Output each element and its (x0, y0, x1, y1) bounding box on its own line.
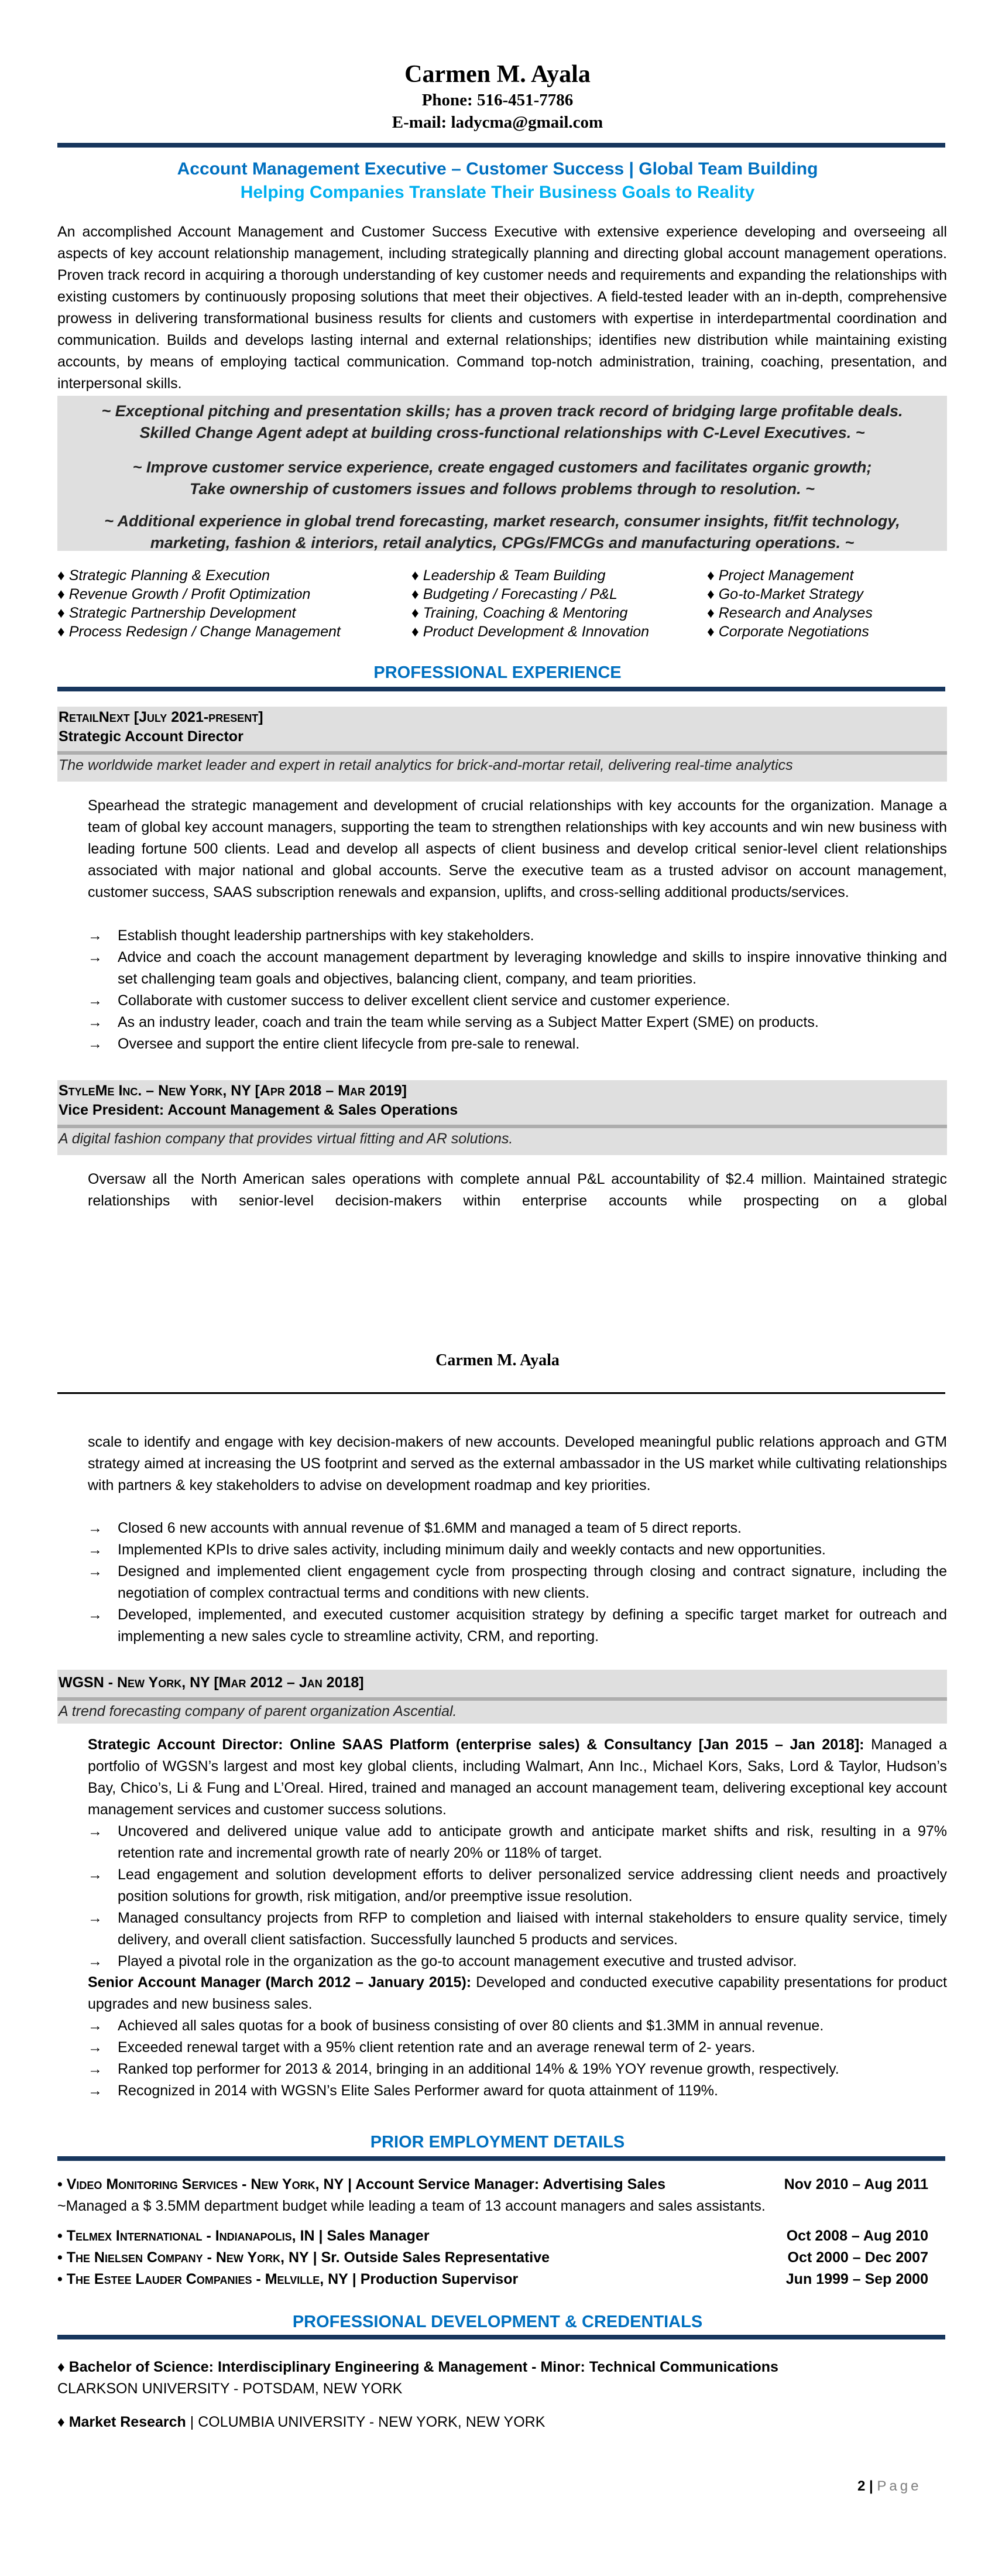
credentials-list (57, 2356, 947, 2433)
page-footer: 2 | Page (857, 2478, 922, 2494)
section-heading-prior: PRIOR EMPLOYMENT DETAILS (370, 2133, 625, 2152)
job-title: Vice President: Account Management & Sales Operations (59, 1102, 458, 1118)
credential-item: ♦ Bachelor of Science: Interdisciplinary Engineering & Management - Minor: Technical Communications (57, 2359, 778, 2375)
skill-item: ♦ Research and Analyses (707, 605, 873, 621)
skill-item: ♦ Leadership & Team Building (411, 567, 606, 584)
prior-dates: Oct 2008 – Aug 2010 (786, 2228, 928, 2244)
list-item: → Played a pivotal role in the organization as the go-to account management executive and trusted advisor. (88, 1951, 947, 1972)
diamond-bullet-icon: ♦ (57, 567, 65, 584)
list-item: → Advice and coach the account management department by leveraging knowledge and skills to inspire innovative thinking and set challenging team goals and objectives, balancing client, company, and team priorities. (88, 947, 947, 990)
diamond-bullet-icon: ♦ (57, 624, 65, 640)
list-item: → As an industry leader, coach and train the team while serving as a Subject Matter Expert (SME) on products. (88, 1012, 947, 1033)
headline-title: Account Management Executive – Customer Success | Global Team Building (177, 159, 818, 179)
prior-item: • Telmex International - Indianapolis, IN | Sales Manager Oct 2008 – Aug 2010 (57, 2225, 947, 2247)
list-item: → Implemented KPIs to drive sales activity, including minimum daily and weekly contacts and new opportunities. (88, 1539, 947, 1561)
prior-dates: Oct 2000 – Dec 2007 (787, 2249, 928, 2266)
arrow-icon: → (88, 1036, 102, 1052)
diamond-bullet-icon: ♦ (57, 586, 65, 602)
list-item: → Designed and implemented client engagement cycle from prospecting through closing and contract signature, including the negotiation of complex contractual terms and conditions with new clients. (88, 1561, 947, 1604)
candidate-name: Carmen M. Ayala (404, 61, 591, 88)
credential-institution: CLARKSON UNIVERSITY - POTSDAM, NEW YORK (57, 2380, 403, 2397)
section-heading-credentials: PROFESSIONAL DEVELOPMENT & CREDENTIALS (292, 2313, 703, 2331)
list-item: → Developed, implemented, and executed customer acquisition strategy by defining a specific target market for outreach and implementing a new sales cycle to streamline activity, CRM, and reporting. (88, 1604, 947, 1647)
prior-dates: Nov 2010 – Aug 2011 (784, 2176, 928, 2193)
arrow-icon: → (88, 2061, 102, 2077)
highlight-line: ~ Additional experience in global trend forecasting, market research, consumer insights, fit/fit technology, (104, 512, 900, 530)
arrow-icon: → (88, 1910, 102, 1926)
section-heading-experience: PROFESSIONAL EXPERIENCE (373, 663, 622, 682)
highlight-line: marketing, fashion & interiors, retail analytics, CPGs/FMCGs and manufacturing operations. ~ (150, 534, 855, 551)
list-item: → Recognized in 2014 with WGSN’s Elite Sales Performer award for quota attainment of 119%. (88, 2080, 947, 2102)
list-item: → Uncovered and delivered unique value add to anticipate growth and anticipate market shifts and risk, resulting in a 97% retention rate and incremental growth rate of nearly 20% or 118% of target. (88, 1821, 947, 1864)
highlight-line: ~ Exceptional pitching and presentation skills; has a proven track record of bridging large profitable deals. (101, 402, 903, 420)
skill-item: ♦ Go-to-Market Strategy (707, 586, 864, 602)
arrow-icon: → (88, 1823, 102, 1839)
role-bullets (88, 2015, 947, 2102)
list-item: → Oversee and support the entire client lifecycle from pre-sale to renewal. (88, 1033, 947, 1055)
role-title: Strategic Account Director: Online SAAS Platform (enterprise sales) & Consultancy [Jan 2015 – Jan 2018]: (88, 1736, 864, 1753)
job-bullets (88, 925, 947, 1055)
arrow-icon: → (88, 927, 102, 944)
arrow-icon: → (88, 1520, 102, 1536)
job-description: A digital fashion company that provides virtual fitting and AR solutions. (59, 1131, 513, 1147)
highlight-line: Take ownership of customers issues and follows problems through to resolution. ~ (190, 480, 815, 498)
highlights-box (57, 396, 947, 551)
prior-note: ~Managed a $ 3.5MM department budget while leading a team of 13 account managers and sales assistants. (57, 2198, 766, 2214)
list-item: → Collaborate with customer success to deliver excellent client service and customer experience. (88, 990, 947, 1012)
section-rule (57, 2156, 945, 2161)
list-item: → Achieved all sales quotas for a book of business consisting of over 80 clients and $1.3MM in annual revenue. (88, 2015, 947, 2037)
skill-item: ♦ Revenue Growth / Profit Optimization (57, 586, 311, 602)
role-summary: Strategic Account Director: Online SAAS Platform (enterprise sales) & Consultancy [Jan 2015 – Jan 2018]: Managed a portfolio of WGSN’s largest and most key global clients, including Walmart, Ann Inc., Michael Kors, Saks, Lord & Taylor, Hudson’s Bay, Chico’s, Li & Fung and L’Oreal. Hired, trained and managed an account management team, delivering exceptional key account management services and customer success solutions. (88, 1736, 947, 1818)
arrow-icon: → (88, 1866, 102, 1883)
list-item: → Managed consultancy projects from RFP to completion and liaised with internal stakeholders to ensure quality service, timely delivery, and overall client satisfaction. Successfully launched 5 products and services. (88, 1907, 947, 1951)
list-item: → Establish thought leadership partnerships with key stakeholders. (88, 925, 947, 947)
list-item: → Exceeded renewal target with a 95% client retention rate and an average renewal term of 2- years. (88, 2037, 947, 2058)
role-bullets (88, 1821, 947, 1972)
prior-item: • The Estee Lauder Companies - Melville, NY | Production Supervisor Jun 1999 – Sep 2000 (57, 2269, 947, 2290)
list-item: → Ranked top performer for 2013 & 2014, bringing in an additional 14% & 19% YOY revenue growth, respectively. (88, 2058, 947, 2080)
page-label: Page (877, 2478, 922, 2494)
prior-item: • The Nielsen Company - New York, NY | Sr. Outside Sales Representative Oct 2000 – Dec 2007 (57, 2247, 947, 2269)
diamond-bullet-icon: ♦ (411, 605, 419, 621)
skill-item: ♦ Process Redesign / Change Management (57, 624, 341, 640)
headline-subtitle: Helping Companies Translate Their Business Goals to Reality (240, 183, 755, 202)
list-item: → Lead engagement and solution development efforts to deliver personalized service addressing client needs and proactively position solutions for growth, risk mitigation, and/or preemptive issue resolution. (88, 1864, 947, 1907)
page2-header-name: Carmen M. Ayala (435, 1351, 560, 1369)
job-description: The worldwide market leader and expert in retail analytics for brick-and-mortar retail, delivering real-time analytics (59, 757, 793, 773)
diamond-bullet-icon: ♦ (707, 586, 715, 602)
skill-item: ♦ Strategic Partnership Development (57, 605, 296, 621)
job-summary-part2: scale to identify and engage with key decision-makers of new accounts. Developed meaningful public relations approach and GTM strategy aimed at increasing the US footprint and served as the external ambassador in the US market while cultivating relationships with partners & key stakeholders to advise on development roadmap and key priorities. (88, 1434, 947, 1493)
diamond-bullet-icon: ♦ (411, 586, 419, 602)
section-rule (57, 687, 945, 691)
skill-item: ♦ Corporate Negotiations (707, 624, 869, 640)
job-header-styleme (57, 1080, 947, 1155)
skills-grid (57, 566, 947, 641)
arrow-icon: → (88, 1606, 102, 1623)
skill-item: ♦ Strategic Planning & Execution (57, 567, 270, 584)
diamond-bullet-icon: ♦ (411, 567, 419, 584)
diamond-bullet-icon: ♦ (411, 624, 419, 640)
credential-item: ♦ Market Research | COLUMBIA UNIVERSITY - NEW YORK, NEW YORK (57, 2414, 545, 2430)
job-summary-part1: Oversaw all the North American sales operations with complete annual P&L accountability of $2.4 million. Maintained strategic relationships with senior-level decision-makers within enterprise accounts while prospecting on a global (88, 1171, 947, 1209)
email: E-mail: ladycma@gmail.com (392, 113, 603, 132)
page-number: 2 (857, 2478, 866, 2494)
job-summary: Spearhead the strategic management and development of crucial relationships with key accounts for the organization. Manage a team of global key account managers, supporting the team to strengthen relationships with key accounts and win new business with leading fortune 500 clients. Lead and develop all aspects of client business and develop critical senior-level client relationships associated with major national and global accounts. Serve the executive team as a trusted advisor on account management, customer success, SAAS subscription renewals and expansion, uplifts, and cross-selling additional products/services. (88, 797, 947, 900)
skill-item: ♦ Budgeting / Forecasting / P&L (411, 586, 617, 602)
prior-item: • Video Monitoring Services - New York, NY | Account Service Manager: Advertising Sales Nov 2010 – Aug 2011 (57, 2174, 947, 2195)
section-rule (57, 2335, 945, 2339)
prior-dates: Jun 1999 – Sep 2000 (785, 2271, 928, 2287)
job-company: WGSN - New York, NY [Mar 2012 – Jan 2018] (59, 1674, 364, 1691)
prior-employment-list (57, 2174, 947, 2290)
highlight-line: ~ Improve customer service experience, create engaged customers and facilitates organic growth; (132, 458, 872, 476)
list-item: → Closed 6 new accounts with annual revenue of $1.6MM and managed a team of 5 direct reports. (88, 1517, 947, 1539)
page2-header-rule (57, 1392, 945, 1394)
arrow-icon: → (88, 2082, 102, 2099)
header-rule (57, 143, 945, 148)
job-description: A trend forecasting company of parent organization Ascential. (59, 1703, 457, 1719)
arrow-icon: → (88, 1953, 102, 1969)
arrow-icon: → (88, 2039, 102, 2056)
highlight-item (57, 400, 947, 444)
highlight-line: Skilled Change Agent adept at building cross-functional relationships with C-Level Executives. ~ (139, 424, 865, 441)
diamond-bullet-icon: ♦ (707, 605, 715, 621)
job-header-retailnext (57, 707, 947, 782)
skill-item: ♦ Product Development & Innovation (411, 624, 650, 640)
arrow-icon: → (88, 992, 102, 1009)
skill-item: ♦ Project Management (707, 567, 854, 584)
job-company: StyleMe Inc. – New York, NY [Apr 2018 – Mar 2019] (59, 1083, 407, 1099)
arrow-icon: → (88, 1542, 102, 1558)
diamond-bullet-icon: ♦ (57, 605, 65, 621)
arrow-icon: → (88, 949, 102, 965)
phone: Phone: 516-451-7786 (421, 91, 574, 109)
diamond-bullet-icon: ♦ (707, 624, 715, 640)
role-title: Senior Account Manager (March 2012 – January 2015): (88, 1974, 472, 1991)
role-summary: Senior Account Manager (March 2012 – January 2015): Developed and conducted executive capability presentations for product upgrades and new business sales. (88, 1974, 947, 2012)
arrow-icon: → (88, 2017, 102, 2034)
skill-item: ♦ Training, Coaching & Mentoring (411, 605, 628, 621)
job-header-wgsn (57, 1670, 947, 1724)
job-bullets (88, 1517, 947, 1647)
summary-paragraph: An accomplished Account Management and Customer Success Executive with extensive experience developing and overseeing all aspects of key account relationship management, including strategically planning and directing global account management operations. Proven track record in acquiring a thorough understanding of key customer needs and requirements and expanding the relationships with existing customers by continuously proposing solutions that meet their objectives. A field-tested leader with an in-depth, comprehensive prowess in delivering transformational business results for clients and customers with expertise in interdepartmental coordination and communication. Builds and develops lasting internal and external relationships; identifies new distribution while maintaining existing accounts, by means of employing tactical communication. Command top-notch administration, training, coaching, presentation, and interpersonal skills. (57, 224, 947, 392)
diamond-bullet-icon: ♦ (707, 567, 715, 584)
highlight-item (57, 457, 947, 500)
job-title: Strategic Account Director (59, 728, 243, 745)
highlight-item (57, 511, 947, 554)
arrow-icon: → (88, 1563, 102, 1580)
job-company: RetailNext [July 2021-present] (59, 709, 263, 725)
arrow-icon: → (88, 1014, 102, 1030)
